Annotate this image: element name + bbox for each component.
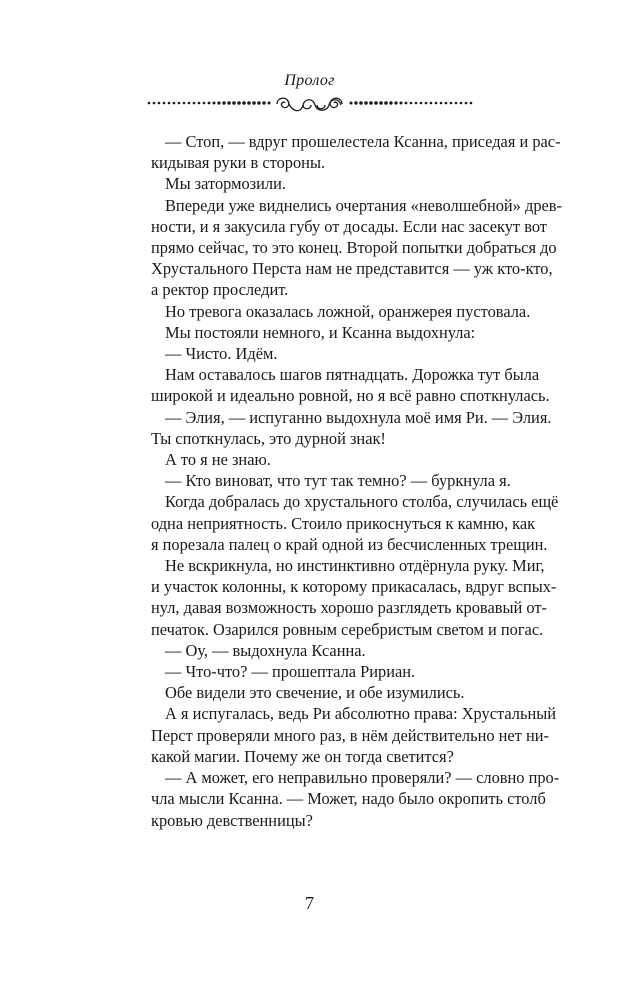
text-line: — Оу, — выдохнула Ксанна.	[165, 640, 366, 660]
paragraph	[151, 470, 511, 491]
text-line: Нам оставалось шагов пятнадцать. Дорожка тут была	[165, 365, 540, 385]
page-number: 7	[305, 893, 314, 913]
paragraph	[151, 449, 467, 470]
text-line: — А может, его неправильно проверяли? — словно про-	[165, 768, 560, 788]
text-line: ности, и я закусила губу от досады. Если нас засекут вот	[151, 216, 547, 236]
text-line: — Кто виноват, что тут так темно? — буркнула я.	[165, 471, 511, 491]
text-line: а ректор проследит.	[151, 280, 289, 300]
text-line: Не вскрикнула, но инстинктивно отдёрнула руку. Миг,	[165, 556, 545, 576]
text-line: — Стоп, — вдруг прошелестела Ксанна, приседая и рас-	[165, 132, 561, 151]
text-line: Хрустального Перста нам не представится — уж кто-кто,	[151, 259, 553, 279]
ornament-dots-left	[148, 101, 271, 105]
paragraph	[151, 682, 467, 703]
text-line: чла мысли Ксанна. — Может, надо было окропить столб	[151, 789, 546, 809]
running-head: Пролог	[284, 72, 335, 89]
text-line: А то я не знаю.	[165, 450, 271, 470]
text-line: Мы затормозили.	[165, 174, 286, 194]
paragraph	[151, 661, 467, 682]
text-line: Мы постояли немного, и Ксанна выдохнула:	[165, 322, 476, 342]
text-line: Но тревога оказалась ложной, оранжерея пустовала.	[165, 301, 531, 321]
paragraph	[151, 131, 561, 173]
paragraph	[151, 301, 531, 322]
ornament-divider	[145, 92, 475, 118]
paragraph	[151, 343, 467, 364]
paragraph	[151, 491, 559, 555]
paragraph	[151, 195, 562, 301]
text-line: и участок колонны, к которому прикасалась, вдруг вспых-	[151, 577, 557, 597]
text-line: я порезала палец о край одной из бесчисленных трещин.	[151, 534, 548, 554]
paragraph	[151, 555, 557, 640]
text-line: Обе видели это свечение, и обе изумились.	[165, 683, 465, 703]
body-text	[151, 131, 562, 831]
paragraph	[151, 364, 550, 406]
text-line: — Что-что? — прошептала Ририан.	[165, 662, 416, 682]
text-line: одна неприятность. Стоило прикоснуться к камню, как	[151, 513, 536, 533]
paragraph	[151, 407, 552, 449]
text-line: — Элия, — испуганно выдохнула моё имя Ри. — Элия.	[165, 407, 552, 427]
text-line: А я испугалась, ведь Ри абсолютно права: Хрустальный	[165, 704, 556, 724]
text-line: Когда добралась до хрустального столба, случилась ещё	[165, 492, 559, 512]
text-line: Впереди уже виднелись очертания «неволшебной» древ-	[165, 195, 562, 215]
text-line: печаток. Озарился ровным серебристым светом и погас.	[151, 619, 544, 639]
text-line: какой магии. Почему же он тогда светится?	[151, 746, 454, 766]
text-line: кидывая руки в стороны.	[151, 153, 326, 173]
paragraph	[151, 640, 467, 661]
text-line: нул, давая возможность хорошо разглядеть кровавый от-	[151, 598, 547, 618]
paragraph	[151, 703, 556, 767]
ornament-dots-right	[350, 101, 473, 105]
paragraph	[151, 173, 467, 194]
text-line: прямо сейчас, то это конец. Второй попытки добраться до	[151, 238, 557, 258]
paragraph	[151, 322, 476, 343]
text-line: широкой и идеально ровной, но я всё равно споткнулась.	[151, 386, 550, 406]
text-line: Перст проверяли много раз, в нём действительно нет ни-	[151, 725, 549, 745]
text-line: кровью девственницы?	[151, 810, 313, 830]
text-line: — Чисто. Идём.	[165, 344, 278, 364]
ornament-scroll	[277, 98, 342, 111]
paragraph	[151, 767, 560, 831]
text-line: Ты споткнулась, это дурной знак!	[151, 428, 386, 448]
